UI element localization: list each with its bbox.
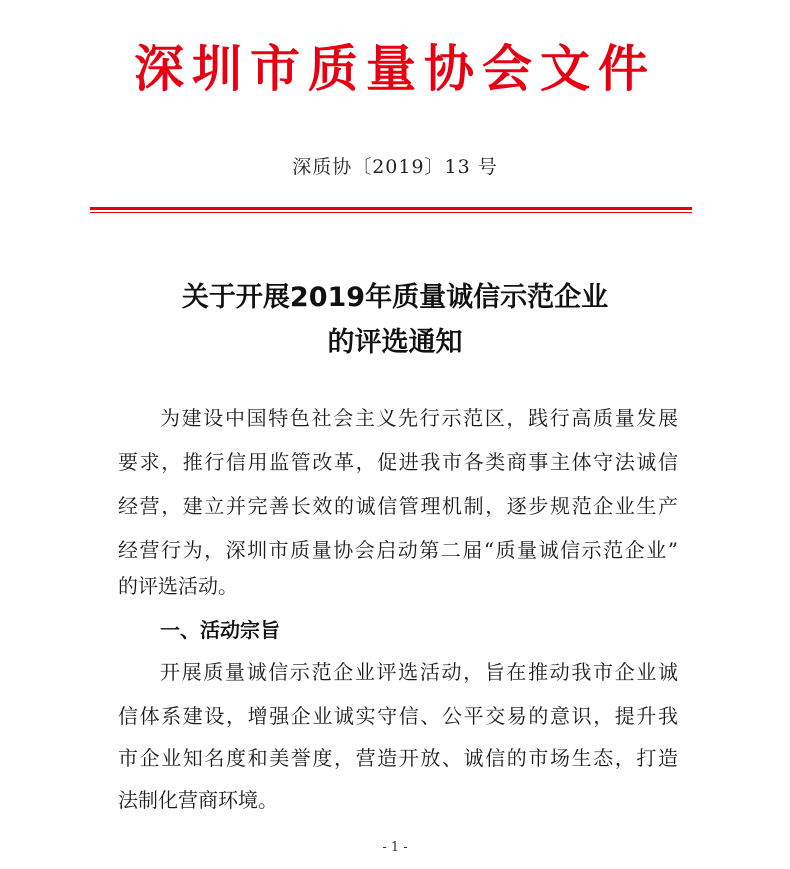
paragraph-1-line-2: 要求，推行信用监管改革，促进我市各类商事主体守法诚信 <box>118 450 678 474</box>
document-title-line-1: 关于开展2019年质量诚信示范企业 <box>181 282 609 313</box>
paragraph-1-line-4: 经营行为，深圳市质量协会启动第二届“质量诚信示范企业” <box>118 538 678 562</box>
section-1-line-3: 市企业知名度和美誉度，营造开放、诚信的市场生态，打造 <box>118 746 678 770</box>
section-heading-purpose: 一、活动宗旨 <box>160 618 280 642</box>
section-1-line-2: 信体系建设，增强企业诚实守信、公平交易的意识，提升我 <box>118 704 678 728</box>
section-1-line-4: 法制化营商环境。 <box>118 788 278 812</box>
page-number: - 1 - <box>382 840 408 855</box>
red-divider-thin <box>90 212 692 213</box>
document-title-line-2: 的评选通知 <box>327 327 463 358</box>
masthead-title: 深圳市质量协会文件 <box>134 39 656 98</box>
red-divider-thick <box>90 207 692 210</box>
document-number: 深质协〔2019〕13 号 <box>292 156 498 178</box>
paragraph-1-line-1: 为建设中国特色社会主义先行示范区，践行高质量发展 <box>160 406 678 430</box>
paragraph-1-line-3: 经营，建立并完善长效的诚信管理机制，逐步规范企业生产 <box>118 494 678 518</box>
paragraph-1-line-5: 的评选活动。 <box>118 574 238 598</box>
section-1-line-1: 开展质量诚信示范企业评选活动，旨在推动我市企业诚 <box>160 660 678 684</box>
